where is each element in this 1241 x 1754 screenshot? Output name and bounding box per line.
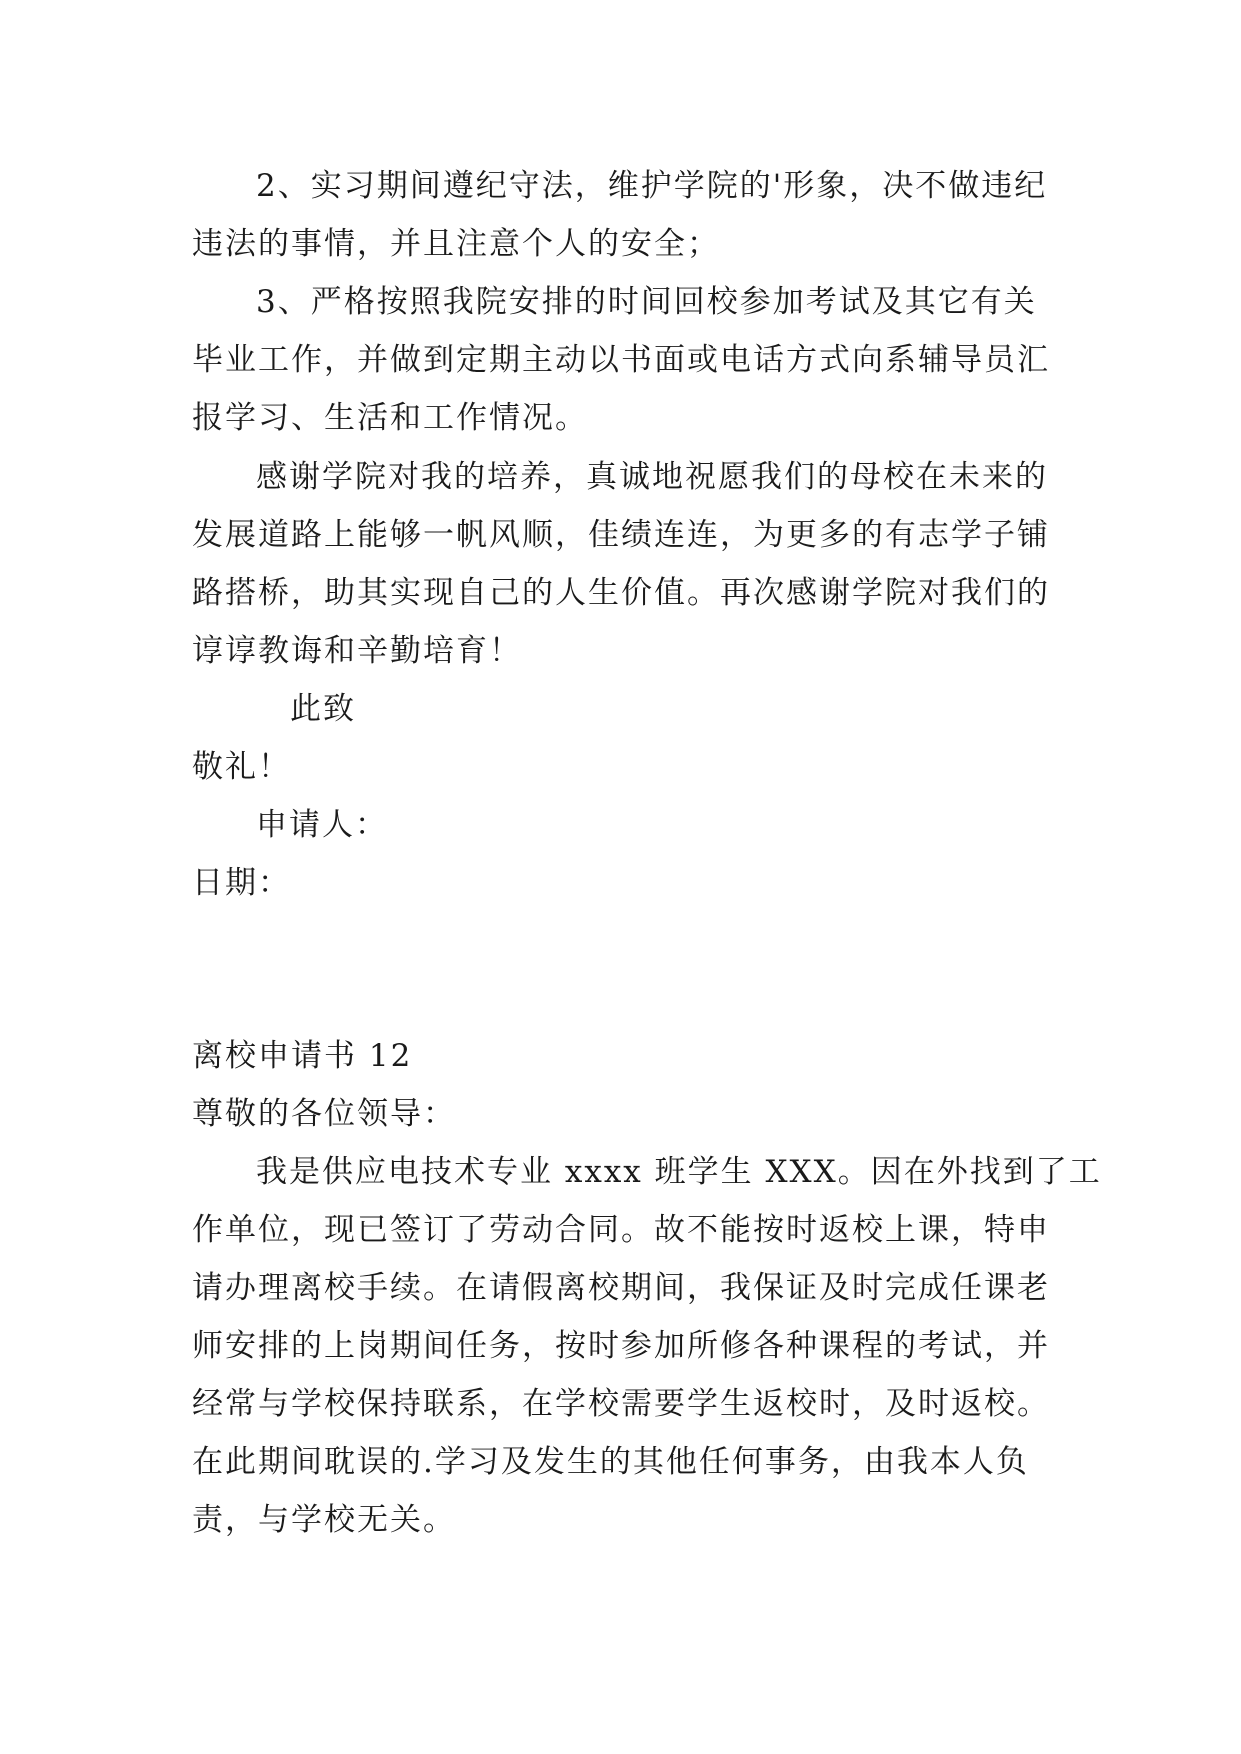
greeting: 尊敬的各位领导： bbox=[192, 1096, 456, 1132]
date-label: 日期： bbox=[192, 865, 291, 901]
paragraph-line: 作单位，现已签订了劳动合同。故不能按时返校上课，特申 bbox=[192, 1212, 1050, 1248]
paragraph-line: 经常与学校保持联系，在学校需要学生返校时，及时返校。 bbox=[192, 1386, 1050, 1422]
paragraph-line: 我是供应电技术专业 xxxx 班学生 XXX。因在外找到了工 bbox=[256, 1154, 1102, 1190]
paragraph-line: 在此期间耽误的.学习及发生的其他任何事务，由我本人负 bbox=[192, 1444, 1029, 1480]
paragraph-line: 师安排的上岗期间任务，按时参加所修各种课程的考试，并 bbox=[192, 1328, 1050, 1364]
section-title: 离校申请书 12 bbox=[192, 1038, 413, 1074]
paragraph-line: 毕业工作，并做到定期主动以书面或电话方式向系辅导员汇 bbox=[192, 342, 1050, 378]
paragraph-line: 请办理离校手续。在请假离校期间，我保证及时完成任课老 bbox=[192, 1270, 1050, 1306]
salutation: 敬礼！ bbox=[192, 749, 291, 785]
paragraph-line: 责，与学校无关。 bbox=[192, 1502, 456, 1538]
paragraph-line: 发展道路上能够一帆风顺，佳绩连连，为更多的有志学子铺 bbox=[192, 517, 1050, 553]
paragraph-line: 报学习、生活和工作情况。 bbox=[192, 400, 588, 436]
paragraph-line: 3、严格按照我院安排的时间回校参加考试及其它有关 bbox=[256, 284, 1037, 320]
paragraph-line: 违法的事情，并且注意个人的安全； bbox=[192, 226, 720, 262]
applicant-label: 申请人： bbox=[256, 807, 388, 843]
closing-text: 此致 bbox=[290, 691, 356, 727]
paragraph-line: 感谢学院对我的培养，真诚地祝愿我们的母校在未来的 bbox=[256, 459, 1048, 495]
paragraph-line: 2、实习期间遵纪守法，维护学院的'形象，决不做违纪 bbox=[256, 168, 1048, 204]
paragraph-line: 谆谆教诲和辛勤培育！ bbox=[192, 633, 522, 669]
paragraph-line: 路搭桥，助其实现自己的人生价值。再次感谢学院对我们的 bbox=[192, 575, 1050, 611]
